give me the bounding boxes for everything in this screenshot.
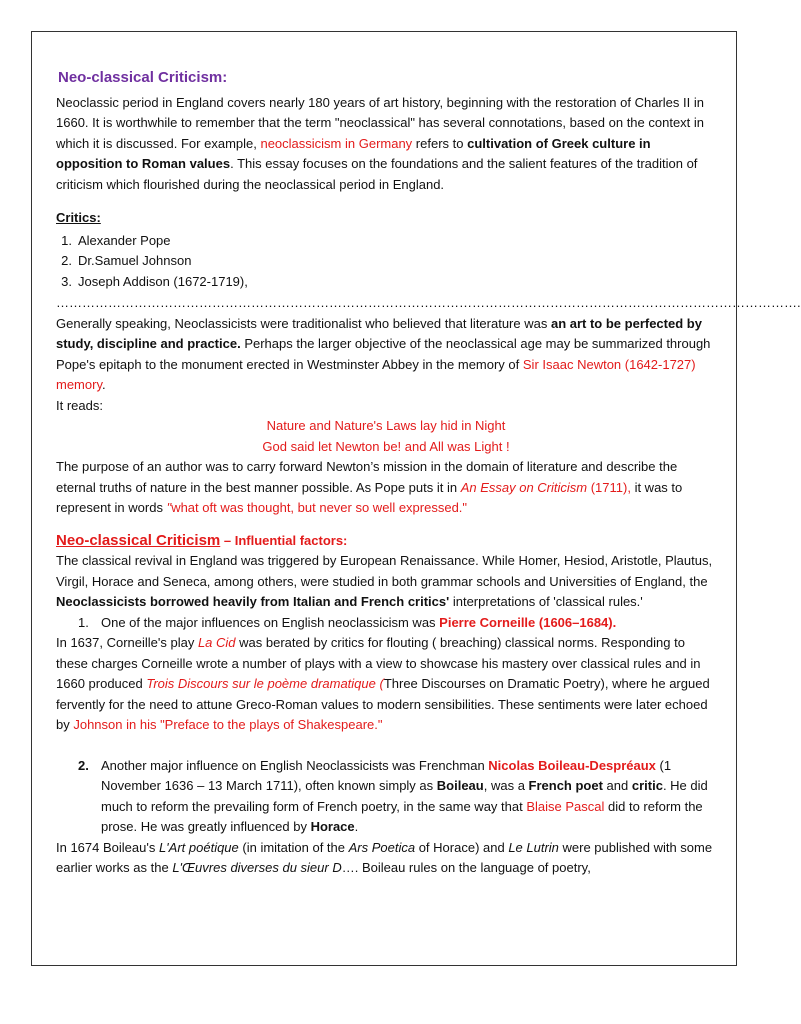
item-text: Another major influence on English Neoclassicists was Frenchman Nicolas Boileau-Despréaux (1 November 1636 – 13 March 1711), often known simply as Boileau, was a French poet and critic. He did much to reform the prevailing form of French poetry, in the same way that Blaise Pascal did to reform the prose. He was greatly influenced by Horace. xyxy=(101,757,708,834)
item-number: 2. xyxy=(78,757,89,773)
epitaph-line-2: God said let Newton be! and All was Light ! xyxy=(262,438,510,454)
influence-item-2 xyxy=(56,756,716,838)
dotted-separator: ………………………………………………………………………………………………………………………………………………………. xyxy=(56,295,801,310)
document-body xyxy=(56,68,801,879)
item-number: 1. xyxy=(78,614,89,630)
list-item: 1. Alexander Pope xyxy=(61,232,171,248)
corneille-paragraph: In 1637, Corneille's play La Cid was berated by critics for flouting ( breaching) classical norms. Responding to these charges Corneille wrote a number of plays with a view to showcase his mastery over classical rules and in 1660 produced Trois Discours sur le poème dramatique (Three Discourses on Dramatic Poetry), where he argued fervently for the need to attune Greco-Roman values to modern sensibilities. These sentiments were later echoed by Johnson in his "Preface to the plays of Shakespeare." xyxy=(56,635,710,732)
critics-heading: Critics: xyxy=(56,210,101,225)
critics-list xyxy=(56,231,716,293)
section-title-sub: – Influential factors: xyxy=(220,532,348,548)
purpose-paragraph: The purpose of an author was to carry forward Newton’s mission in the domain of literature and describe the eternal truths of nature in the best manner possible. As Pope puts it in An Essay on Criticism (1711), it was to represent in words "what oft was thought, but never so well expressed." xyxy=(56,459,683,515)
list-item: 2. Dr.Samuel Johnson xyxy=(61,253,192,268)
critic-name: Joseph Addison (1672-1719), xyxy=(78,273,248,289)
section-title-neo-classical-criticism: Neo-classical Criticism: xyxy=(58,69,228,86)
list-item: 3. Joseph Addison (1672-1719), xyxy=(61,273,248,289)
critic-name: Alexander Pope xyxy=(78,232,171,248)
intro-paragraph: Neoclassic period in England covers nearly 180 years of art history, beginning with the restoration of Charles II in 1660. It is worthwhile to remember that the term "neoclassical" has several connotations, based on the context in which it is discussed. For example, neoclassicism in Germany refers to cultivation of Greek culture in opposition to Roman values. This essay focuses on the foundations and the salient features of the tradition of criticism which flourished during the neoclassical period in England. xyxy=(56,94,705,192)
it-reads-line: It reads: xyxy=(56,397,103,413)
section-title-influential-factors xyxy=(56,531,716,552)
section-title-main: Neo-classical Criticism xyxy=(56,531,221,549)
influence-item-1 xyxy=(56,613,716,634)
item-text: One of the major influences on English neoclassicism was Pierre Corneille (1606–1684). xyxy=(101,614,617,630)
traditionalist-paragraph: Generally speaking, Neoclassicists were traditionalist who believed that literature was an art to be perfected by study, discipline and practice. Perhaps the larger objective of the neoclassical age may be summarized through Pope's epitaph to the monument erected in Westminster Abbey in the memory of Sir Isaac Newton (1642-1727) memory. xyxy=(56,315,711,392)
epitaph-line-1: Nature and Nature's Laws lay hid in Night xyxy=(266,418,506,433)
classical-revival-paragraph: The classical revival in England was triggered by European Renaissance. While Homer, Hesiod, Aristotle, Plautus, Virgil, Horace and Seneca, among others, were studied in both grammar schools and Universities of England, the Neoclassicists borrowed heavily from Italian and French critics' interpretations of 'classical rules.' xyxy=(56,553,713,609)
critic-name: Dr.Samuel Johnson xyxy=(78,253,192,268)
boileau-paragraph: In 1674 Boileau's L'Art poétique (in imitation of the Ars Poetica of Horace) and Le Lutrin were published with some earlier works as the L'Œuvres diverses du sieur D…. Boileau rules on the language of poetry, xyxy=(56,839,713,875)
